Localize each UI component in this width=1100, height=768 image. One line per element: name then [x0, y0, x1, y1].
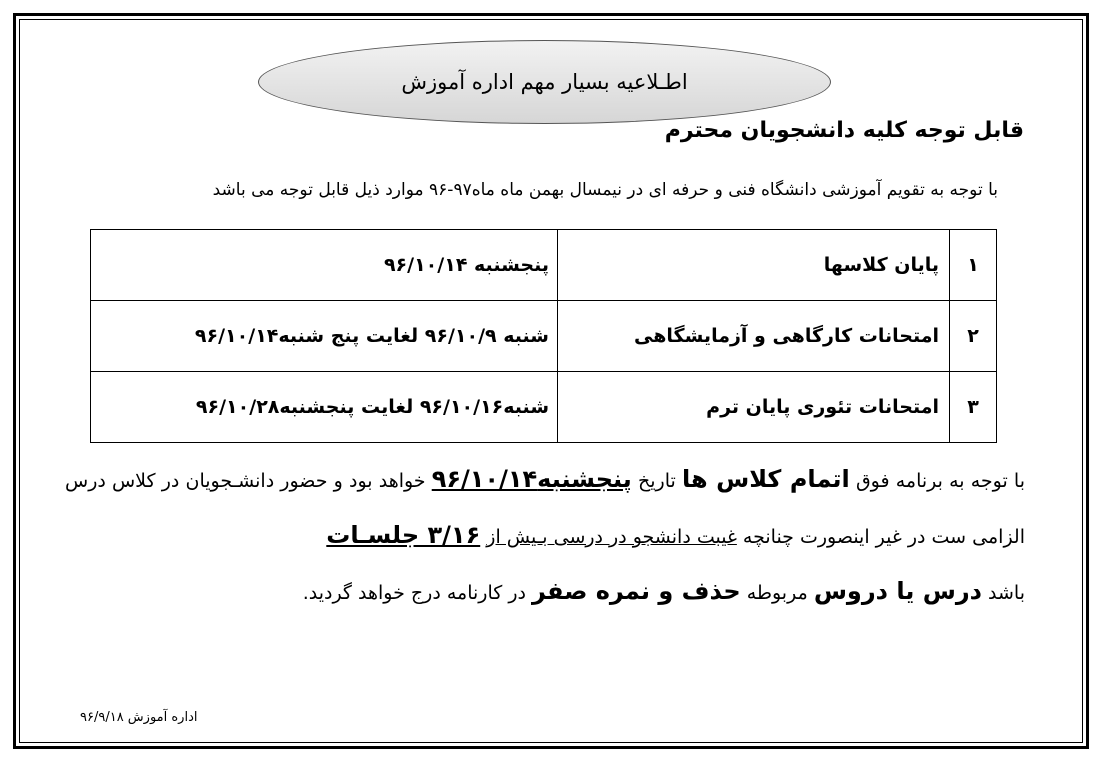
event-name: پایان کلاسها: [558, 230, 950, 301]
table-row: [91, 230, 997, 301]
para-date: پنجشنبه۹۶/۱۰/۱۴: [431, 465, 632, 493]
notice-heading: قابل توجه کلیه دانشجویان محترم: [664, 118, 1024, 143]
table-row: [91, 301, 997, 372]
para-underlined: غیبت دانشجو در درسی بـیش از: [486, 526, 737, 548]
row-number: ۳: [950, 372, 997, 443]
para-text: باشد: [988, 582, 1025, 604]
para-emphasis: حذف و نمره صفر: [532, 577, 741, 605]
footer-signature: اداره آموزش ۹۶/۹/۱۸: [80, 710, 198, 725]
event-date: شنبه۹۶/۱۰/۱۶ لغایت پنجشنبه۹۶/۱۰/۲۸: [91, 372, 558, 443]
event-date: شنبه ۹۶/۱۰/۹ لغایت پنج شنبه۹۶/۱۰/۱۴: [91, 301, 558, 372]
para-text: تاریخ: [637, 470, 676, 492]
notice-title: اطـلاعیه بسیار مهم اداره آموزش: [258, 40, 831, 124]
row-number: ۱: [950, 230, 997, 301]
para-emphasis: اتمام کلاس ها: [681, 465, 850, 493]
schedule-table: [90, 229, 997, 443]
event-date: پنجشنبه ۹۶/۱۰/۱۴: [91, 230, 558, 301]
para-emphasis: ۳/۱۶ جلسـات: [326, 521, 481, 549]
row-number: ۲: [950, 301, 997, 372]
notice-intro: با توجه به تقویم آموزشی دانشگاه فنی و حرفه ای در نیمسال بهمن ماه ماه۹۷-۹۶ موارد ذیل قابل توجه می باشد: [212, 180, 998, 200]
event-name: امتحانات کارگاهی و آزمایشگاهی: [558, 301, 950, 372]
para-emphasis: درس یا دروس: [813, 577, 982, 605]
para-text: مربوطه: [746, 582, 808, 604]
para-text: در کارنامه درج خواهد گردید.: [302, 582, 526, 604]
table-row: [91, 372, 997, 443]
event-name: امتحانات تئوری پایان ترم: [558, 372, 950, 443]
attendance-paragraph: [65, 452, 1025, 620]
para-text: خواهد بود و حضور دانشـجویان در کلاس درس الزامی ست در غیر اینصورت چنانچه: [65, 470, 1025, 548]
para-text: با توجه به برنامه فوق: [855, 470, 1025, 492]
